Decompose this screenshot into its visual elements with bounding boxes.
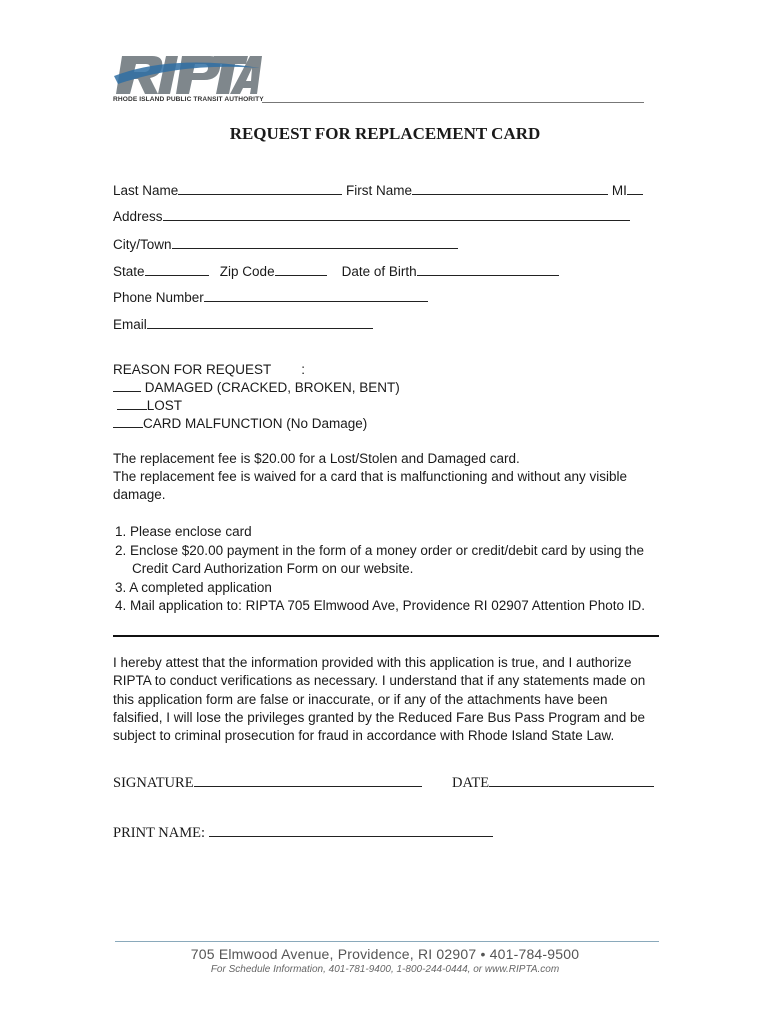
attestation-line-2: RIPTA to conduct verifications as necessary. I understand that if any statements made on	[113, 673, 646, 689]
first-name-field[interactable]	[412, 183, 608, 195]
date-of-birth-field[interactable]	[417, 264, 559, 276]
attestation-line-1: I hereby attest that the information provided with this application is true, and I authorize	[113, 655, 632, 670]
reason-option-damaged: DAMAGED (CRACKED, BROKEN, BENT)	[144, 380, 400, 395]
phone-number-field[interactable]	[204, 290, 428, 302]
city-town-field[interactable]	[172, 237, 458, 249]
instructions-list	[115, 523, 645, 616]
email-field[interactable]	[147, 317, 373, 329]
header-rule	[262, 102, 644, 103]
last-name-label: Last Name	[113, 183, 179, 198]
state-field[interactable]	[145, 264, 209, 276]
zip-code-field[interactable]	[275, 264, 327, 276]
instruction-item-1: 1. Please enclose card	[115, 524, 252, 539]
reason-section	[113, 361, 400, 433]
last-name-field[interactable]	[178, 183, 342, 195]
fee-line-2: The replacement fee is waived for a card that is malfunctioning and without any visible	[113, 469, 628, 484]
signature-label: SIGNATURE	[113, 775, 194, 791]
reason-option-lost: LOST	[146, 398, 183, 413]
page-title: REQUEST FOR REPLACEMENT CARD	[229, 124, 541, 143]
attestation-line-5: subject to criminal prosecution for fraud in accordance with Rhode Island State Law.	[113, 728, 615, 744]
print-name-label: PRINT NAME:	[113, 825, 205, 841]
address-row	[113, 209, 630, 224]
attestation-paragraph	[113, 654, 683, 745]
attestation-line-3: this application form are false or inaccurate, or if any of the attachments have been	[113, 691, 608, 707]
date-field[interactable]	[489, 775, 654, 787]
email-label: Email	[113, 317, 147, 332]
damaged-checkbox[interactable]	[113, 380, 141, 392]
mi-field[interactable]	[627, 183, 643, 195]
name-row	[113, 183, 643, 198]
malfunction-checkbox[interactable]	[113, 416, 143, 428]
instruction-item-3: 3. A completed application	[115, 579, 272, 595]
print-name-field[interactable]	[209, 825, 493, 837]
reason-colon: :	[301, 362, 306, 377]
signature-row	[113, 775, 422, 792]
zip-code-label: Zip Code	[219, 264, 275, 279]
ripta-logo-icon	[112, 50, 262, 98]
footer-rule	[115, 941, 659, 942]
mi-label: MI	[611, 183, 627, 198]
fee-line-3: damage.	[113, 487, 166, 502]
date-row	[452, 775, 654, 792]
state-row	[113, 264, 559, 279]
instruction-item-4: 4. Mail application to: RIPTA 705 Elmwood Ave, Providence RI 02907 Attention Photo ID.	[115, 598, 646, 614]
email-row	[113, 317, 373, 332]
address-label: Address	[113, 209, 163, 224]
section-divider	[113, 635, 659, 637]
state-label: State	[113, 264, 145, 279]
fee-line-1: The replacement fee is $20.00 for a Lost/Stolen and Damaged card.	[113, 451, 520, 466]
fee-paragraph	[113, 450, 713, 504]
print-name-row	[113, 825, 493, 842]
instruction-item-2-cont: Credit Card Authorization Form on our website.	[132, 561, 414, 577]
city-row	[113, 237, 458, 252]
instruction-item-2: 2. Enclose $20.00 payment in the form of a money order or credit/debit card by using the	[115, 542, 645, 558]
date-label: DATE	[452, 775, 490, 791]
org-name: RHODE ISLAND PUBLIC TRANSIT AUTHORITY	[113, 96, 264, 103]
lost-checkbox[interactable]	[117, 398, 147, 410]
city-town-label: City/Town	[113, 237, 172, 252]
signature-field[interactable]	[194, 775, 422, 787]
phone-number-label: Phone Number	[113, 290, 204, 305]
reason-option-malfunction: CARD MALFUNCTION (No Damage)	[143, 416, 368, 431]
footer-address: 705 Elmwood Avenue, Providence, RI 02907 • 401-784-9500	[190, 946, 580, 962]
date-of-birth-label: Date of Birth	[341, 264, 417, 279]
phone-row	[113, 290, 428, 305]
address-field[interactable]	[163, 209, 630, 221]
reason-heading: REASON FOR REQUEST	[113, 362, 272, 377]
first-name-label: First Name	[346, 183, 413, 198]
attestation-line-4: falsified, I will lose the privileges granted by the Reduced Fare Bus Pass Program and be	[113, 709, 646, 725]
footer-info: For Schedule Information, 401-781-9400, 1-800-244-0444, or www.RIPTA.com	[210, 964, 560, 975]
